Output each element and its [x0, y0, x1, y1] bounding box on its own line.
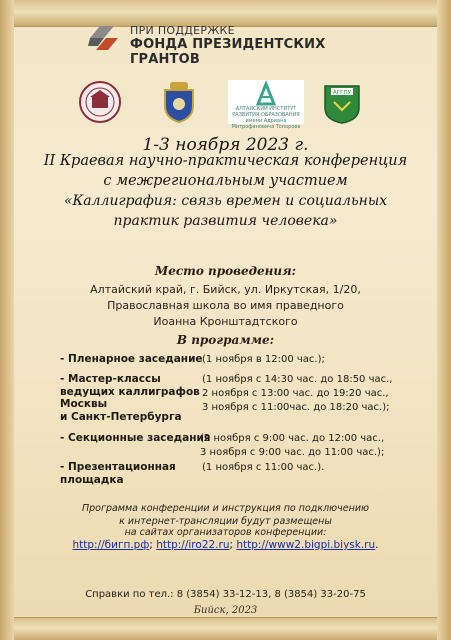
link-bigpi[interactable]: http://www2.bigpi.biysk.ru — [236, 539, 376, 551]
altai-institute-logo — [228, 80, 304, 130]
masterclass-name-line-3: Москвы — [60, 398, 108, 410]
event-date: 1-3 ноября 2023 г. — [142, 135, 309, 155]
sponsor-block — [88, 22, 388, 67]
venue-address-line-2: Православная школа во имя праведного — [107, 299, 344, 312]
program-heading: В программе: — [176, 333, 275, 347]
program-item-plenary: - Пленарное заседание — [60, 353, 203, 365]
masterclass-name-line-2: ведущих каллиграфов — [60, 385, 200, 398]
program-item-presentation — [60, 461, 176, 486]
masterclass-time-1: (1 ноября с 14:30 час. до 18:50 час., — [202, 374, 393, 385]
school-emblem-icon — [78, 80, 122, 124]
institute-subname: имени Адриана Митрофановича Топорова — [231, 118, 301, 130]
footer-city-year: Бийск, 2023 — [193, 605, 258, 616]
sections-time-2: 3 ноября с 9:00 час. до 11:00 час.); — [200, 447, 385, 458]
link-iro22[interactable]: http://iro22.ru — [156, 539, 230, 551]
link-bigp[interactable]: http://бигп.рф — [72, 539, 150, 551]
institute-mark-icon — [228, 80, 304, 106]
organizer-links — [0, 539, 451, 551]
presentation-name-line-2: площадка — [60, 473, 124, 486]
note-line-1: Программа конференции и инструкция по подключению — [81, 503, 370, 514]
program-item-sections: - Секционные заседания — [60, 432, 211, 444]
agppu-logo — [322, 80, 362, 124]
program-item-plenary-time: (1 ноября в 12:00 час.); — [202, 354, 325, 365]
link-separator: ; — [149, 539, 157, 551]
sponsor-line-2: ФОНДА ПРЕЗИДЕНТСКИХ ГРАНТОВ — [130, 37, 326, 67]
sponsor-line-1: ПРИ ПОДДЕРЖКЕ — [130, 24, 235, 37]
masterclass-time-2: 2 ноября с 13:00 час. до 19:20 час., — [202, 388, 389, 399]
event-title-line-2: с межрегиональным участием — [103, 173, 348, 189]
program-item-masterclass — [60, 373, 200, 423]
venue-heading: Место проведения: — [154, 264, 297, 278]
venue-address-line-1: Алтайский край, г. Бийск, ул. Иркутская, 1/20, — [90, 283, 361, 296]
masterclass-name-line-1: - Мастер-классы — [60, 373, 161, 385]
event-title-line-4: практик развития человека» — [113, 213, 338, 229]
contact-phones: Справки по тел.: 8 (3854) 33-12-13, 8 (3854) 33-20-75 — [85, 589, 366, 600]
presidential-grants-fund-icon — [88, 24, 120, 52]
link-separator: ; — [229, 539, 237, 551]
link-end: . — [375, 539, 379, 551]
event-title-line-3: «Каллиграфия: связь времен и социальных — [63, 193, 388, 209]
agppu-shield-icon — [322, 80, 362, 124]
eparchy-coat-of-arms-icon — [160, 80, 198, 124]
event-title-line-1: II Краевая научно-практическая конференция — [43, 153, 408, 169]
sections-time-1: (2 ноября с 9:00 час. до 12:00 час., — [200, 433, 385, 444]
venue-address-line-3: Иоанна Кронштадтского — [153, 315, 298, 328]
institute-name: АЛТАЙСКИЙ ИНСТИТУТ РАЗВИТИЯ ОБРАЗОВАНИЯ — [232, 106, 300, 118]
masterclass-time-3: 3 ноября с 11:00час. до 18:20 час.); — [202, 402, 390, 413]
agppu-label: АГГПУ — [333, 90, 351, 96]
masterclass-name-line-4: и Санкт-Петербурга — [60, 410, 182, 423]
presentation-time: (1 ноября с 11:00 час.). — [202, 462, 325, 473]
presentation-name-line-1: - Презентационная — [60, 461, 176, 473]
note-line-3: на сайтах организаторов конференции: — [124, 527, 327, 538]
scroll-bottom-curl — [0, 617, 451, 640]
note-line-2: к интернет-трансляции будут размещены — [119, 516, 332, 527]
